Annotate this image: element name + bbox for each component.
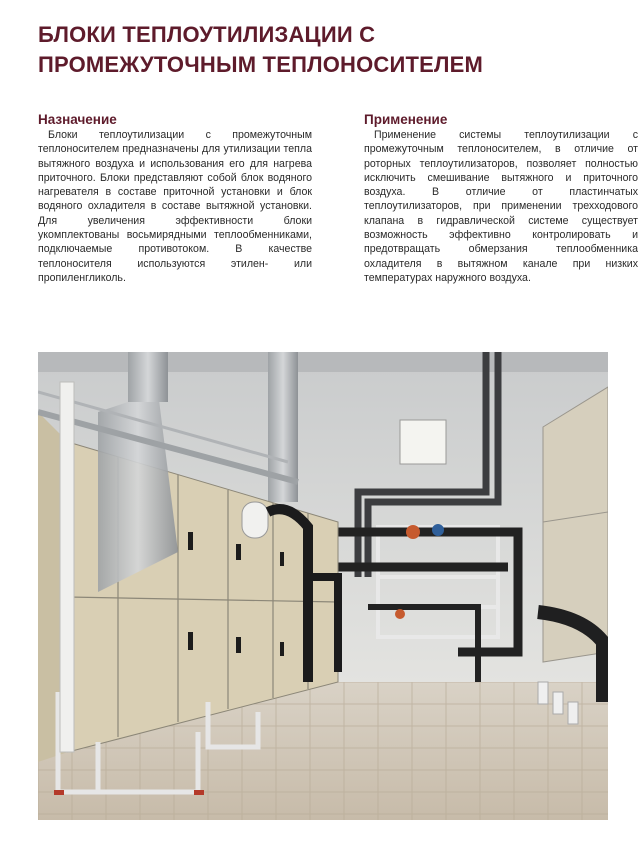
purpose-section: [38, 111, 312, 285]
application-text: Применение системы теплоутилизации с промежуточным теплоносителем, в отличие от роторных теплоутилизаторов, позволяет полностью исключить смешивание вытяжного и приточного воздуха. В отличие от пластинчатых теплоутилизаторов, при применении трехходового клапана в гидравлической системе существует возможность эффективно контролировать и предотвращать обмерзания теплообменника охладителя в вытяжном канале при низких температурах наружного воздуха.: [364, 129, 638, 284]
purpose-heading: Назначение: [38, 112, 117, 127]
title-line-1: БЛОКИ ТЕПЛОУТИЛИЗАЦИИ С: [38, 22, 376, 47]
application-section: [364, 111, 638, 285]
page-title: [38, 20, 618, 80]
title-line-2: ПРОМЕЖУТОЧНЫМ ТЕПЛОНОСИТЕЛЕМ: [38, 52, 484, 77]
application-heading: Применение: [364, 112, 448, 127]
purpose-text: Блоки теплоутилизации с промежуточным теплоносителем предназначены для утилизации тепла вытяжного воздуха и использования его для нагрева приточного. Блоки представляют собой блок водяного нагревателя в составе приточной установки и блок водяного охладителя в составе вытяжной установки. Для увеличения эффективности блоки укомплектованы восьмирядными теплообменниками, подключаемые противотоком. В качестве теплоносителя используются этилен- или пропиленгликоль.: [38, 129, 312, 284]
equipment-photo: [38, 352, 608, 820]
equipment-illustration: [38, 352, 608, 820]
